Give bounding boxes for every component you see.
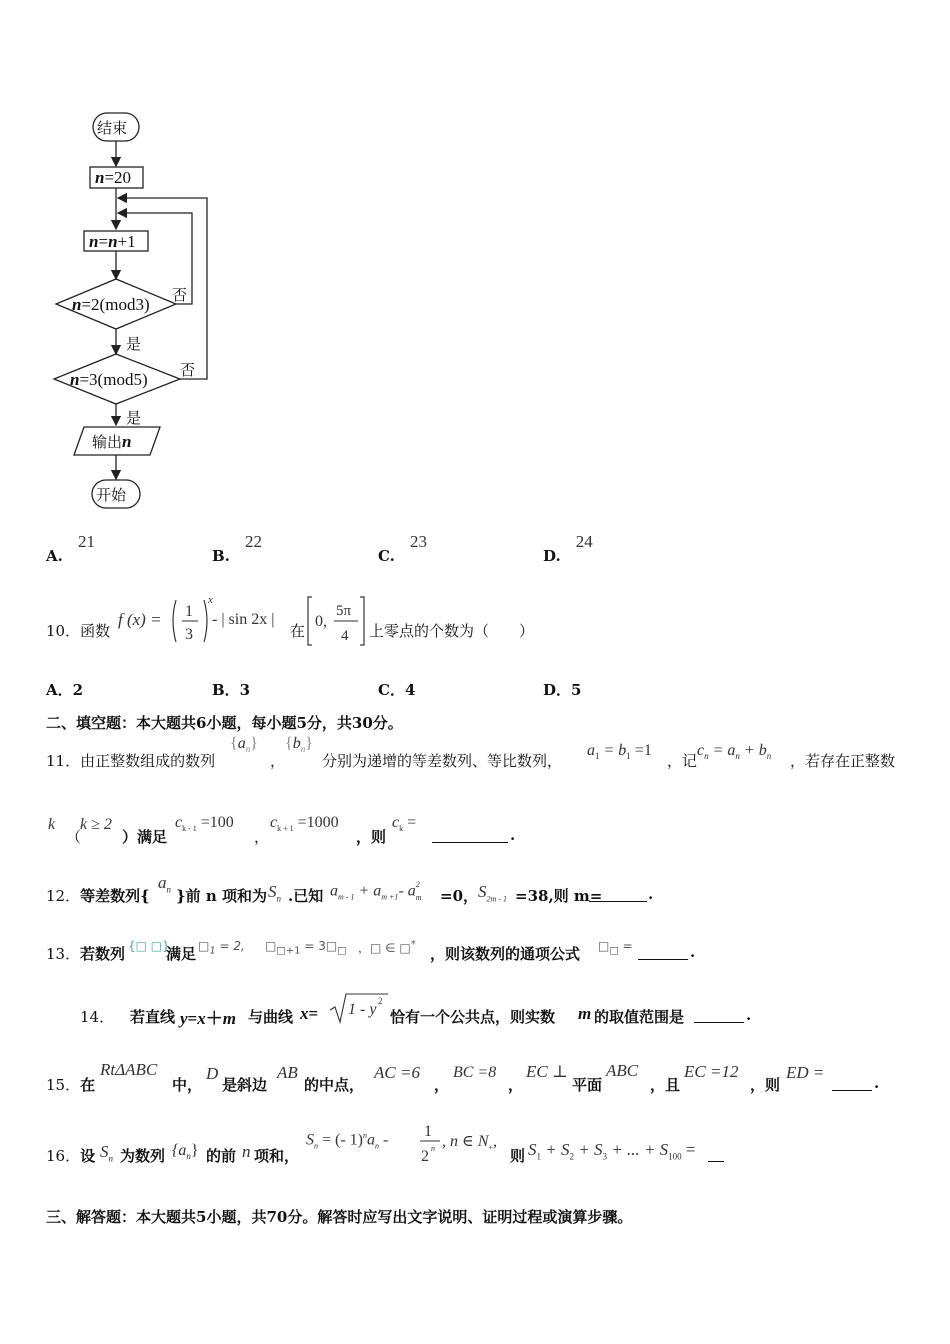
flow-start-label: 开始 [96, 488, 127, 504]
q16-number: 16．设 [46, 1147, 96, 1165]
q13-an: $□_□$ = [598, 939, 633, 957]
q10-interval [306, 594, 368, 648]
svg-text:n: n [431, 1144, 435, 1153]
flow-cond2-label: n=3(mod5) [70, 370, 148, 389]
q12-S: $S_n$ [268, 882, 281, 904]
q14-line: y=x＋m [180, 1009, 236, 1028]
flow-yes-1: 是 [126, 337, 142, 353]
q16-formula: $S_n$ = (- $1)^na_n$ - [306, 1131, 389, 1151]
q11-mid: 分别为递增的等差数列、等比数列， [322, 752, 563, 770]
svg-text:4: 4 [341, 628, 349, 644]
q11-ck-minus: $c_{k - 1} =100$ [175, 814, 234, 834]
svg-text:1: 1 [424, 1123, 432, 1140]
q15-t2: 的中点， [304, 1076, 365, 1094]
q12-mid: }前 n 项和为 [176, 887, 267, 905]
q15-c1: ， [434, 1076, 450, 1094]
q14-m: m [578, 1004, 592, 1023]
q11-ji: ，记 [667, 752, 698, 770]
q15-tri: RtΔABC [100, 1060, 158, 1079]
svg-text:2: 2 [421, 1148, 429, 1165]
q10-function: f (x) = [118, 610, 162, 629]
flow-end-label: 结束 [97, 121, 128, 137]
flow-yes-2: 是 [126, 411, 142, 427]
q9-option-d[interactable]: D. 24 [543, 532, 593, 565]
q15-then: ，则 [750, 1076, 781, 1094]
q10-option-d[interactable]: D．5 [543, 681, 582, 699]
section-3-heading: 三、解答题：本大题共5小题，共70分。解答时应写出文字说明、证明过程或演算步骤。 [46, 1208, 633, 1226]
q14-t3: 恰有一个公共点，则实数 [390, 1008, 556, 1026]
q10-fraction [170, 596, 210, 646]
q16-n: n [242, 1142, 251, 1161]
q11-then: ，则 [356, 828, 387, 846]
q11-tail: ，若存在正整数 [790, 752, 896, 770]
q15-D: D [206, 1064, 219, 1083]
q11-comma: ， [270, 752, 286, 770]
q11-seq-a: $\{a_n\}$ [230, 735, 258, 755]
q11-cn-def: $c_n = a_n + b_n$ [697, 742, 772, 762]
q10-in: 在 [290, 622, 306, 640]
q10-number: 10．函数 [46, 622, 111, 640]
q16-t3: 项和， [254, 1147, 300, 1165]
q11-ck-plus: $c_{k + 1} =1000$ [270, 814, 339, 834]
q15-plane: 平面 [572, 1076, 603, 1094]
q11-paren-l: （ [66, 828, 82, 846]
q15-t1: 是斜边 [222, 1076, 268, 1094]
q12-S2m: $S_{2m - 1}$ [478, 882, 507, 904]
flow-init-label: n=20 [95, 168, 132, 187]
q11-answer-blank[interactable] [432, 826, 508, 843]
q13-end: . [690, 943, 696, 961]
q15-ABC: ABC [606, 1061, 639, 1080]
q10-option-a[interactable]: A．2 [46, 681, 84, 699]
q11-end: . [510, 826, 516, 844]
flow-incr-label: n=n+1 [89, 232, 136, 251]
q14-answer-blank[interactable] [694, 1006, 744, 1023]
q12-answer-blank[interactable] [589, 885, 647, 902]
q10-tail: 上零点的个数为（ ） [369, 622, 535, 640]
q16-tail: , n ∈ $N_+$, [442, 1133, 498, 1153]
q11-kcond: k ≥ 2 [80, 816, 112, 833]
q16-an: $\{a_n\}$ [172, 1142, 199, 1162]
q12-known: .已知 [288, 887, 324, 905]
q11-seq-b: $\{b_n\}$ [285, 735, 313, 755]
q13-tail: ，则该数列的通项公式 [430, 945, 581, 963]
q15-number: 15．在 [46, 1076, 96, 1094]
flow-cond1-label: n=2(mod3) [72, 295, 150, 314]
q15-end: . [874, 1074, 880, 1092]
q11-comma-2: ， [254, 828, 270, 846]
q14-curve: x= [300, 1004, 319, 1023]
q15-zhong: 中， [172, 1076, 203, 1094]
q16-fraction [418, 1118, 442, 1168]
q10-exponent: x [208, 594, 213, 606]
q12-expr: $a_{m - 1} + a_{m +1}-$ $a^2_m$ [330, 880, 422, 902]
svg-text:1 - y: 1 - y [348, 1001, 377, 1018]
q14-end: . [746, 1006, 752, 1024]
q15-answer-blank[interactable] [832, 1074, 872, 1091]
q11-ck: $c_k$ = [392, 814, 417, 834]
q12-a: $a_n$ [158, 873, 171, 895]
q15-AB: AB [277, 1063, 298, 1082]
flow-no-2: 否 [180, 363, 196, 379]
q14-t4: 的取值范围是 [594, 1008, 685, 1026]
q14-t1: 若直线 [130, 1008, 176, 1026]
q13-lead: 若数列 [80, 945, 126, 963]
section-2-heading: 二、填空题：本大题共6小题，每小题5分，共30分。 [46, 714, 403, 732]
q10-rest: - | sin 2x | [212, 611, 275, 628]
svg-text:5π: 5π [336, 603, 352, 619]
q15-EC: EC ⊥ [526, 1062, 568, 1081]
q9-option-a[interactable]: A. 21 [46, 532, 95, 565]
q15-BC: BC =8 [453, 1064, 497, 1081]
q15-c2: ， [508, 1076, 524, 1094]
q13-c3: ，□ ∈ □* [358, 939, 416, 955]
q14-sqrt [328, 990, 390, 1026]
q11-a1-b1: $a_1 = b_1 =1$ [587, 742, 652, 762]
q14-number: 14． [80, 1008, 115, 1026]
q16-S: $S_n$ [100, 1142, 113, 1164]
svg-text:1: 1 [185, 603, 193, 620]
flow-no-1: 否 [172, 288, 188, 304]
q11-k: k [48, 816, 56, 833]
q12-sval: =38,则 m= [515, 887, 603, 905]
flowchart [50, 105, 240, 515]
q13-number: 13． [46, 945, 81, 963]
svg-text:0,: 0, [315, 613, 327, 630]
q16-t2: 的前 [206, 1147, 237, 1165]
svg-text:2: 2 [378, 996, 383, 1006]
q13-answer-blank[interactable] [638, 943, 688, 960]
svg-text:3: 3 [185, 626, 193, 643]
q13-seq: {□ □} [128, 939, 170, 953]
q16-sum: $S_1 + S_2 + S_3$ + ... + $S_{100}$ = [528, 1140, 696, 1162]
q16-answer-blank[interactable] [708, 1145, 724, 1162]
q13-c1: $□_1 = 2$, [198, 939, 245, 957]
q9-option-c[interactable]: C. 23 [378, 532, 427, 565]
q15-and: ，且 [650, 1076, 681, 1094]
q12-eq0: =0， [440, 887, 479, 905]
q15-ED: ED = [786, 1063, 825, 1082]
q13-c2: $□_{□+1}$ = $3□_□$ [265, 939, 347, 957]
q15-AC: AC =6 [374, 1063, 420, 1082]
q10-option-b[interactable]: B．3 [212, 681, 251, 699]
q11-paren-r: ）满足 [122, 828, 168, 846]
q12-number: 12．等差数列{ [46, 887, 150, 905]
q12-end: . [648, 885, 654, 903]
q16-t1: 为数列 [120, 1147, 166, 1165]
q9-option-b[interactable]: B. 22 [212, 532, 262, 565]
q15-EC12: EC =12 [684, 1062, 739, 1081]
q11-number-text: 11．由正整数组成的数列 [46, 752, 216, 770]
flow-output-label: 输出n [92, 432, 132, 451]
q14-t2: 与曲线 [248, 1008, 294, 1026]
q10-option-c[interactable]: C．4 [378, 681, 416, 699]
q13-cond: 满足 [166, 945, 197, 963]
q16-then: 则 [510, 1147, 526, 1165]
